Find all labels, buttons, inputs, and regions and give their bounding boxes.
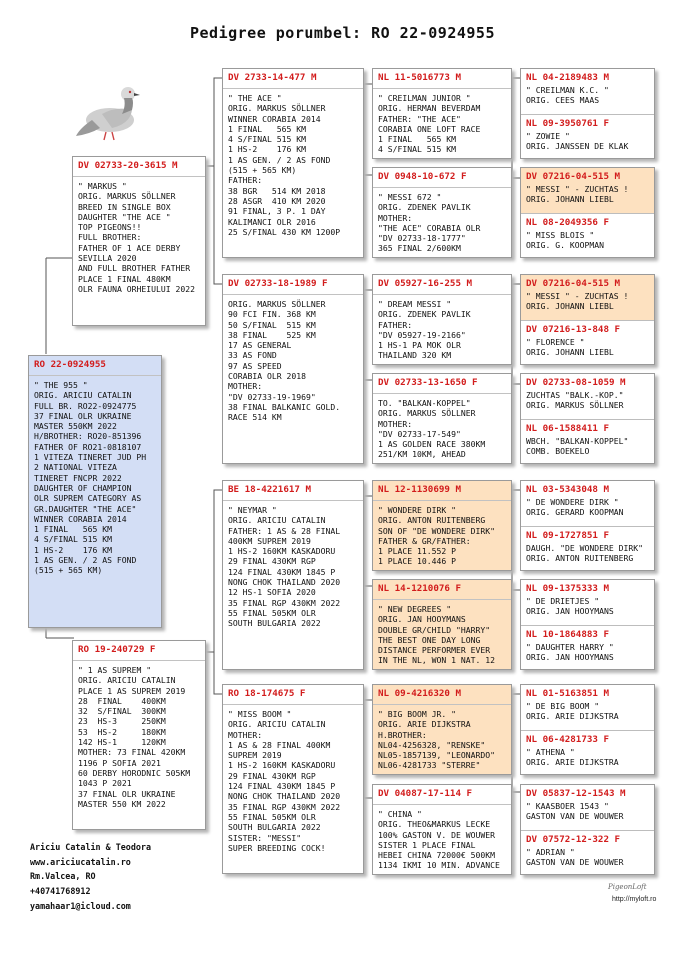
grandparent-card — [222, 274, 364, 464]
great-grandparent-card — [372, 579, 512, 670]
ancestor-pair-card — [520, 68, 655, 159]
page-title: Pedigree porumbel: RO 22-0924955 — [190, 24, 495, 42]
great-grandparent-details: " BIG BOOM JR. " ORIG. ARIE DIJKSTRA H.BROTHER: NL04-4256328, "RENSKE" NL05-1857139, "LEONARDO" NL06-4281733 "STERRE" — [378, 709, 495, 771]
ancestor-details: ZUCHTAS "BALK.-KOP." ORIG. MARKUS SÖLLNER — [526, 390, 624, 411]
ancestor-details: " DE BIG BOOM " ORIG. ARIE DIJKSTRA — [526, 701, 619, 722]
dam-card — [72, 640, 206, 830]
owner-email[interactable]: yamahaar1@icloud.com — [30, 900, 131, 911]
ancestor-details: " DAUGHTER HARRY " ORIG. JAN HOOYMANS — [526, 642, 614, 663]
great-grandparent-ring-number: NL 12-1130699 M — [373, 481, 511, 501]
owner-contact — [30, 840, 151, 914]
ancestor-ring-number: DV 07216-04-515 M — [526, 171, 621, 182]
great-grandparent-card — [372, 684, 512, 775]
owner-name: Ariciu Catalin & Teodora — [30, 842, 152, 852]
owner-website[interactable]: www.ariciucatalin.ro — [30, 856, 131, 867]
great-grandparent-details: " CHINA " ORIG. THEO&MARKUS LECKE 100% GASTON V. DE WOUWER SISTER 1 PLACE FINAL HEBEI CHINA 72000€ 500KM 1134 IKMI 10 MIN. ADVANCE — [378, 809, 500, 871]
ancestor-details: " ZOWIE " ORIG. JANSSEN DE KLAK — [526, 131, 629, 152]
great-grandparent-card — [372, 167, 512, 258]
dam-ring-number: RO 19-240729 F — [73, 641, 205, 661]
ancestor-details: WBCH. "BALKAN-KOPPEL" COMB. BOEKELO — [526, 436, 629, 457]
ancestor-details: " DE WONDERE DIRK " ORIG. GERARD KOOPMAN — [526, 497, 624, 518]
dam-details: " 1 AS SUPREM " ORIG. ARICIU CATALIN PLACE 1 AS SUPREM 2019 28 FINAL 400KM 32 S/FINAL 300KM 23 HS-3 250KM 53 HS-2 180KM 142 HS-1 120KM MOTHER: 73 FINAL 420KM 1196 P SOFIA 2021 60 DERBY HORODNIC 505KM 1043 P 2021 37 FINAL OLR UKRAINE MASTER 550 KM 2022 — [78, 665, 191, 809]
ancestor-ring-number: NL 09-1375333 M — [526, 583, 609, 594]
sire-ring-number: DV 02733-20-3615 M — [73, 157, 205, 177]
grandparent-details: " MISS BOOM " ORIG. ARICIU CATALIN MOTHER: 1 AS & 28 FINAL 400KM SUPREM 2019 1 HS-2 160KM KASKADORU 29 FINAL 430KM RGP 124 FINAL 430KM 1845 P NONG CHOK THAILAND 2020 35 FINAL RGP 430KM 2022 55 FINAL 505KM OLR SOUTH BULGARIA 2022 SISTER: "MESSI" SUPER BREEDING COCK! — [228, 709, 341, 853]
grandparent-card — [222, 480, 364, 670]
great-grandparent-ring-number: DV 0948-10-672 F — [373, 168, 511, 188]
ancestor-ring-number: NL 09-3950761 F — [526, 118, 609, 129]
ancestor-details: " CREILMAN K.C. " ORIG. CEES MAAS — [526, 85, 609, 106]
great-grandparent-ring-number: DV 05927-16-255 M — [373, 275, 511, 295]
ancestor-pair-card — [520, 167, 655, 258]
ancestor-ring-number: NL 06-1588411 F — [526, 423, 609, 434]
pigeon-icon — [72, 76, 148, 144]
ancestor-pair-card — [520, 684, 655, 775]
ancestor-details: " MESSI " - ZUCHTAS ! ORIG. JOHANN LIEBL — [526, 291, 629, 312]
sire-details: " MARKUS " ORIG. MARKUS SÖLLNER BREED IN SINGLE BOX DAUGHTER "THE ACE " TOP PIGEONS!! FULL BROTHER: FATHER OF 1 ACE DERBY SEVILLA 2020 AND FULL BROTHER FATHER PLACE 1 FINAL 480KM OLR FAUNA ORHEIULUI 2022 — [78, 181, 195, 294]
ancestor-details: " MESSI " - ZUCHTAS ! ORIG. JOHANN LIEBL — [526, 184, 629, 205]
ancestor-ring-number: NL 03-5343048 M — [526, 484, 609, 495]
grandparent-ring-number: DV 02733-18-1989 F — [223, 275, 363, 295]
grandparent-card — [222, 68, 364, 258]
great-grandparent-details: " DREAM MESSI " ORIG. ZDENEK PAVLIK FATHER: "DV 05927-19-2166" 1 HS-1 PA MOK OLR THAILAND 320 KM — [378, 299, 471, 361]
ancestor-pair-card — [520, 274, 655, 365]
ancestor-ring-number: DV 02733-08-1059 M — [526, 377, 626, 388]
ancestor-ring-number: DV 07572-12-322 F — [526, 834, 621, 845]
ancestor-details: DAUGH. "DE WONDERE DIRK" ORIG. ANTON RUITENBERG — [526, 543, 643, 564]
ancestor-details: " FLORENCE " ORIG. JOHANN LIEBL — [526, 337, 614, 358]
grandparent-details: ORIG. MARKUS SÖLLNER 90 FCI FIN. 368 KM 50 S/FINAL 515 KM 38 FINAL 525 KM 17 AS GENERAL 33 AS FOND 97 AS SPEED CORABIA OLR 2018 MOTHER: "DV 02733-19-1969" 38 FINAL BALKANIC GOLD. RACE 514 KM — [228, 299, 341, 423]
great-grandparent-card — [372, 68, 512, 159]
grandparent-details: " THE ACE " ORIG. MARKUS SÖLLNER WINNER CORABIA 2014 1 FINAL 565 KM 4 S/FINAL 515 KM 1 HS-2 176 KM 1 AS GEN. / 2 AS FOND (515 + 565 KM) FATHER: 38 BGR 514 KM 2018 28 ASGR 410 KM 2020 91 FINAL, 3 P. 1 DAY KALIMANCI OLR 2016 25 S/FINAL 430 KM 1200P — [228, 93, 341, 237]
ancestor-details: " ATHENA " ORIG. ARIE DIJKSTRA — [526, 747, 619, 768]
ancestor-ring-number: NL 06-4281733 F — [526, 734, 609, 745]
ancestor-ring-number: DV 07216-13-848 F — [526, 324, 621, 335]
ancestor-ring-number: NL 10-1864883 F — [526, 629, 609, 640]
great-grandparent-details: " CREILMAN JUNIOR " ORIG. HERMAN BEVERDAM FATHER: "THE ACE" CORABIA ONE LOFT RACE 1 FINAL 565 KM 4 S/FINAL 515 KM — [378, 93, 481, 155]
ancestor-ring-number: DV 05837-12-1543 M — [526, 788, 626, 799]
grandparent-ring-number: RO 18-174675 F — [223, 685, 363, 705]
ancestor-details: " MISS BLOIS " ORIG. G. KOOPMAN — [526, 230, 604, 251]
grandparent-ring-number: BE 18-4221617 M — [223, 481, 363, 501]
ancestor-ring-number: NL 04-2189483 M — [526, 72, 609, 83]
great-grandparent-details: " MESSI 672 " ORIG. ZDENEK PAVLIK MOTHER: "THE ACE" CORABIA OLR "DV 02733-18-1777" 365 FINAL 2/600KM — [378, 192, 481, 254]
ancestor-pair-card — [520, 480, 655, 571]
ancestor-details: " DE DRIETJES " ORIG. JAN HOOYMANS — [526, 596, 614, 617]
grandparent-ring-number: DV 2733-14-477 M — [223, 69, 363, 89]
great-grandparent-details: " NEW DEGREES " ORIG. JAN HOOYMANS DOUBLE GR/CHILD "HARRY" THE BEST ONE DAY LONG DISTANCE PERFORMER EVER IN THE NL, WON 1 NAT. 12 — [378, 604, 495, 666]
great-grandparent-card — [372, 480, 512, 571]
great-grandparent-ring-number: NL 11-5016773 M — [373, 69, 511, 89]
owner-city: Rm.Valcea, RO — [30, 871, 96, 882]
subject-ring-number: RO 22-0924955 — [29, 356, 161, 376]
great-grandparent-ring-number: NL 09-4216320 M — [373, 685, 511, 705]
grandparent-details: " NEYMAR " ORIG. ARICIU CATALIN FATHER: 1 AS & 28 FINAL 400KM SUPREM 2019 1 HS-2 160KM KASKADORU 29 FINAL 430KM RGP 124 FINAL 430KM 1845 P NONG CHOK THAILAND 2020 12 HS-1 SOFIA 2020 35 FINAL RGP 430KM 2022 55 FINAL 505KM OLR SOUTH BULGARIA 2022 — [228, 505, 341, 629]
great-grandparent-card — [372, 274, 512, 365]
great-grandparent-card — [372, 784, 512, 875]
grandparent-card — [222, 684, 364, 874]
signature-logo: PigeonLoft — [608, 883, 647, 891]
sire-card — [72, 156, 206, 326]
great-grandparent-details: TO. "BALKAN-KOPPEL" ORIG. MARKUS SÖLLNER MOTHER: "DV 02733-17-549" 1 AS GOLDEN RACE 380KM 251/KM 10KM, AHEAD — [378, 398, 486, 460]
great-grandparent-ring-number: DV 02733-13-1650 F — [373, 374, 511, 394]
subject-card — [28, 355, 162, 628]
footer-url[interactable]: http://myloft.ro — [612, 896, 657, 903]
owner-phone: +40741768912 — [30, 886, 91, 897]
subject-details: " THE 955 " ORIG. ARICIU CATALIN FULL BR. RO22-0924775 37 FINAL OLR UKRAINE MASTER 550KM 2022 H/BROTHER: RO20-851396 FATHER OF RO21-0818107 1 VITEZA TINERET JUD PH 2 NATIONAL VITEZA TINERET FNCPR 2022 DAUGHTER OF CHAMPION OLR SUPREM CATEGORY AS GR.DAUGHTER "THE ACE" WINNER CORABIA 2014 1 FINAL 565 KM 4 S/FINAL 515 KM 1 HS-2 176 KM 1 AS GEN. / 2 AS FOND (515 + 565 KM) — [34, 380, 147, 576]
great-grandparent-card — [372, 373, 512, 464]
ancestor-pair-card — [520, 579, 655, 670]
ancestor-ring-number: NL 01-5163851 M — [526, 688, 609, 699]
ancestor-ring-number: NL 08-2049356 F — [526, 217, 609, 228]
great-grandparent-ring-number: NL 14-1210076 F — [373, 580, 511, 600]
great-grandparent-details: " WONDERE DIRK " ORIG. ANTON RUITENBERG SON OF "DE WONDERE DIRK" FATHER & GR/FATHER: 1 PLACE 11.552 P 1 PLACE 10.446 P — [378, 505, 495, 567]
ancestor-details: " KAASBOER 1543 " GASTON VAN DE WOUWER — [526, 801, 624, 822]
great-grandparent-ring-number: DV 04087-17-114 F — [373, 785, 511, 805]
ancestor-pair-card — [520, 373, 655, 464]
ancestor-pair-card — [520, 784, 655, 875]
ancestor-details: " ADRIAN " GASTON VAN DE WOUWER — [526, 847, 624, 868]
ancestor-ring-number: NL 09-1727851 F — [526, 530, 609, 541]
ancestor-ring-number: DV 07216-04-515 M — [526, 278, 621, 289]
